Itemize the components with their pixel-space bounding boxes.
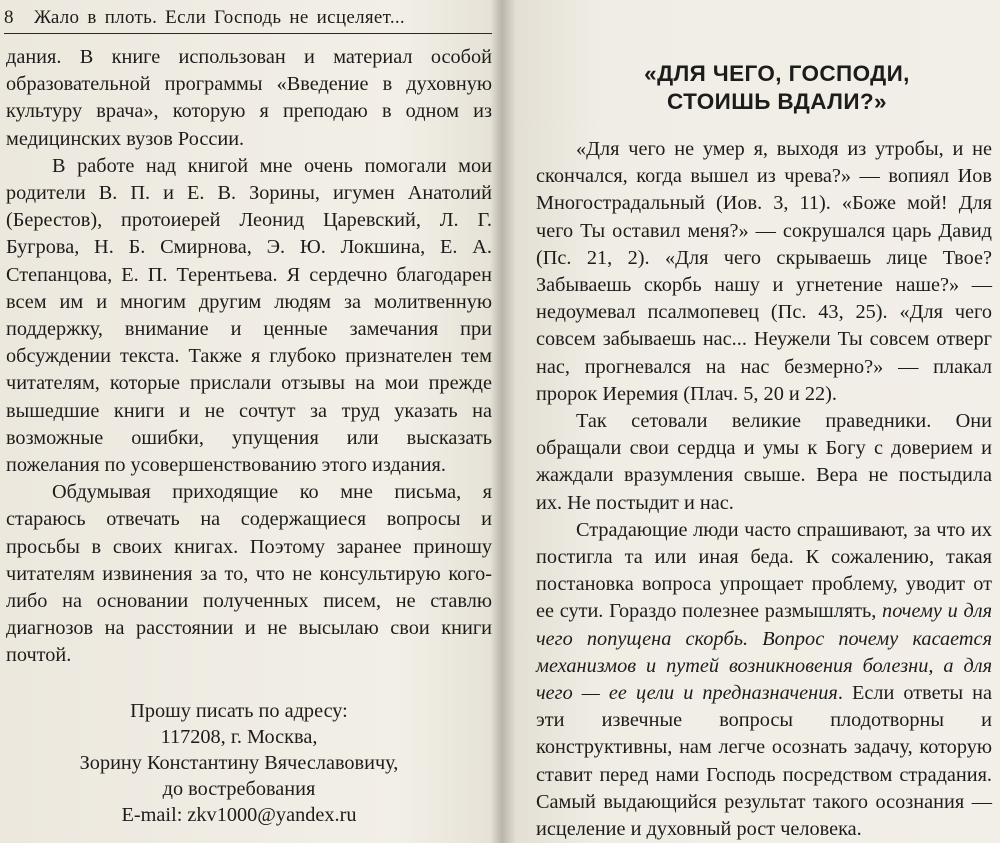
chapter-title-line: СТОИШЬ ВДАЛИ?»	[667, 89, 887, 114]
paragraph: В работе над книгой мне очень помогали мои родители В. П. и Е. В. Зорины, игумен Анатолий (Берестов), протоиерей Леонид Царевский, Л. Г. Бугрова, Н. Б. Смирнова, Э. Ю. Локшина, Е. А. Степанцова, Е. П. Терентьева. Я сердечно благодарен всем им и многим другим людям за молитвенную поддержку, внимание и ценные замечания при обсуждении текста. Также я глубоко признателен тем читателям, которые прислали отзывы на мои прежде вышедшие книги и не сочтут за труд указать на возможные ошибки, упущения или высказать пожелания по усовершенствованию этого издания.	[6, 154, 492, 477]
paragraph-text: Страдающие люди часто спрашивают, за что их постигла та или иная беда. К сожалению, такая постановка вопроса упрощает проблему, уводит от ее сути. Гораздо полезнее размышлять,	[536, 518, 992, 623]
italic-emphasis: почему и для чего попущена скорбь. Вопрос почему касается механизмов и путей возникновения болезни, а для чего — ее цели и предназначения	[536, 600, 992, 705]
chapter-title-line: «ДЛЯ ЧЕГО, ГОСПОДИ,	[644, 61, 910, 86]
address-line: 117208, г. Москва,	[160, 725, 318, 748]
address-line: Прошу писать по адресу:	[130, 699, 348, 722]
postal-address	[6, 698, 492, 828]
paragraph-text: . Если ответы на эти извечные вопросы плодотворны и конструктивны, нам легче осознать задачу, которую ставит перед нами Господь посредством страдания. Самый выдающийся результат такого осознания — исцеление и духовный рост человека.	[536, 682, 993, 841]
chapter-title	[536, 60, 992, 116]
paragraph: «Для чего не умер я, выходя из утробы, и не скончался, когда вышел из чрева?» — вопиял Иов Многострадальный (Иов. 3, 11). «Боже мой! Для чего Ты оставил меня?» — сокрушался царь Давид (Пс. 21, 2). «Для чего скрываешь лице Твое? Забываешь скорбь нашу и угнетение наше?» — недоумевал псалмопевец (Пс. 43, 25). «Для чего совсем забываешь нас... Неужели Ты совсем отверг нас, прогневался на нас безмерно?» — плакал пророк Иеремия (Плач. 5, 20 и 22).	[536, 138, 992, 405]
running-head	[4, 6, 492, 34]
paragraph: Обдумывая приходящие ко мне письма, я стараюсь отвечать на содержащиеся вопросы и просьбы в своих книгах. Поэтому заранее приношу читателям извинения за то, что не консультирую кого-либо на основании полученных писем, не ставлю диагнозов на расстоянии и не высылаю свои книги почтой.	[6, 481, 492, 667]
paragraph: Так сетовали великие праведники. Они обращали свои сердца и умы к Богу с доверием и жаждали вразумления свыше. Вера не постыдила их. Не постыдит и нас.	[536, 410, 992, 514]
right-page	[526, 0, 1000, 843]
paragraph	[536, 517, 992, 843]
paragraph: дания. В книге использован и материал особой образовательной программы «Введение в духовную культуру врача», которую я преподаю в одном из медицинских вузов России.	[6, 46, 492, 150]
email-line: E-mail: zkv1000@yandex.ru	[121, 803, 357, 826]
address-line: Зорину Константину Вячеславовичу,	[79, 751, 399, 774]
address-line: до востребования	[162, 777, 316, 800]
page-number: 8	[4, 7, 14, 28]
running-title: Жало в плоть. Если Господь не исцеляет...	[34, 7, 405, 28]
